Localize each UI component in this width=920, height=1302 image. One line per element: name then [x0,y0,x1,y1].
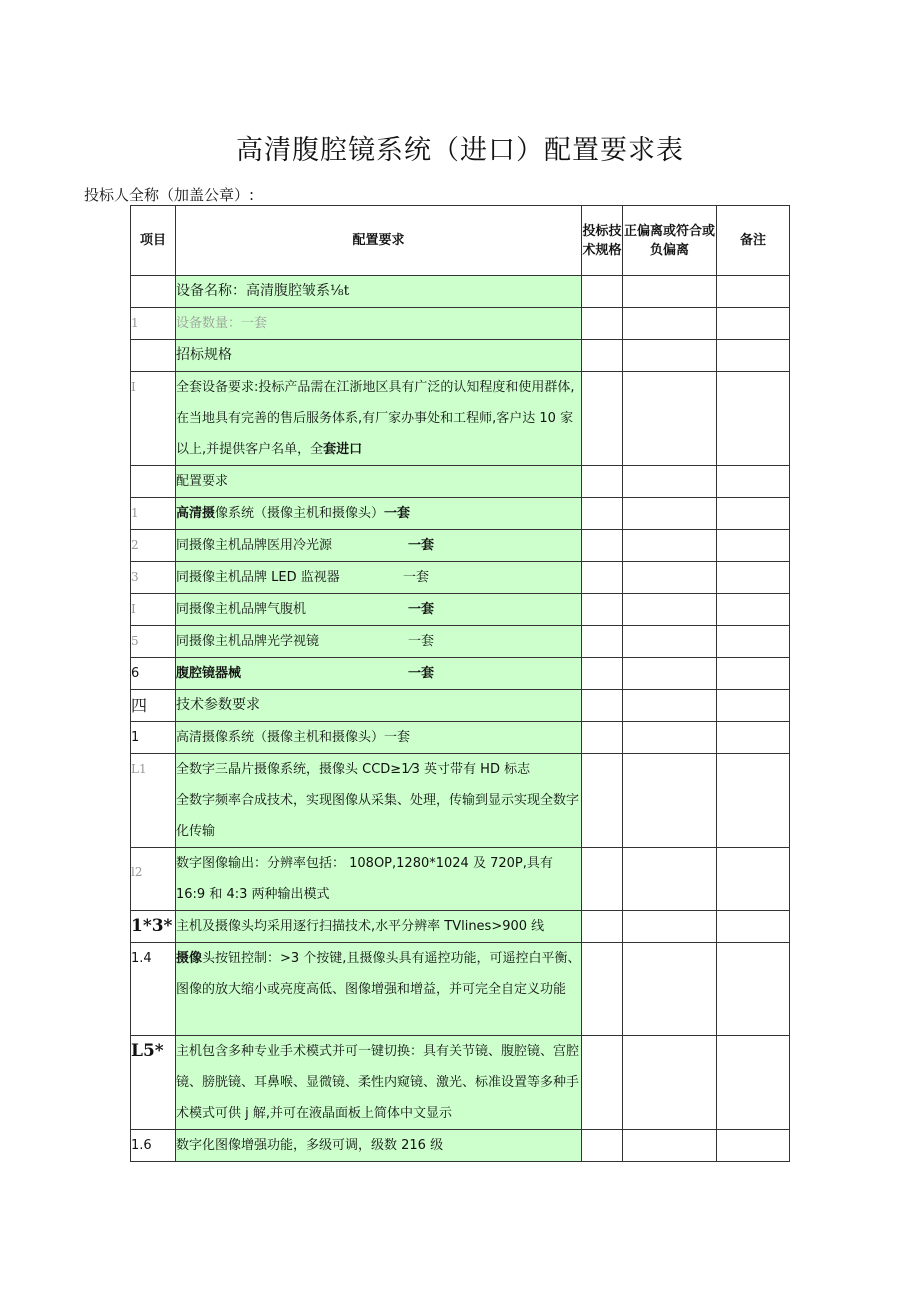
config-table [130,205,790,1162]
requirement-text: 全套设备要求:投标产品需在江浙地区具有广泛的认知程度和使用群体,在当地具有完善的售后服务体系,有厂家办事处和工程师,客户达 10 家以上,并提供客户名单，全 [176,380,575,457]
row-deviation [623,340,717,372]
row-remarks [717,1036,790,1130]
row-remarks [717,276,790,308]
row-remarks [717,848,790,911]
row-deviation [623,690,717,722]
table-row [131,848,790,911]
requirement-text: 同摄像主机品牌 LED 监视器 [176,570,340,585]
row-deviation [623,754,717,848]
row-remarks [717,1130,790,1162]
row-number: 1.6 [131,1130,176,1162]
row-number: I [131,372,176,466]
table-row [131,498,790,530]
row-spec [582,372,623,466]
row-spec [582,722,623,754]
row-remarks [717,943,790,1036]
row-remarks [717,562,790,594]
requirement-qty: 一套 [408,634,435,649]
row-number: 四 [131,690,176,722]
row-requirement: 主机包含多种专业手术模式并可一键切换：具有关节镜、腹腔镜、宫腔镜、膀胱镜、耳鼻喉、显微镜、柔性内窥镜、激光、标准设置等多种手术模式可供 j 解,并可在液晶面板上简体中文显示 [176,1036,582,1130]
requirement-bold: 套进口 [323,442,363,457]
table-header-row [131,206,790,276]
requirement-bold: 摄像 [176,951,203,966]
row-remarks [717,626,790,658]
table-row [131,372,790,466]
row-number: 1 [131,498,176,530]
row-deviation [623,1036,717,1130]
row-spec [582,658,623,690]
header-deviation: 正偏离或符合或负偏离 [623,206,717,276]
requirement-text: 同摄像主机品牌医用冷光源 [176,538,333,553]
row-number: 1 [131,308,176,340]
table-row [131,594,790,626]
row-number: 1 [131,722,176,754]
row-requirement: 设备名称：高清腹腔皱系⅛t [176,276,582,308]
row-deviation [623,1130,717,1162]
header-spec: 投标技术规格 [582,206,623,276]
row-requirement: 设备数量：一套 [176,308,582,340]
requirement-text: 摄 [202,506,216,521]
row-spec [582,1130,623,1162]
row-deviation [623,530,717,562]
row-deviation [623,722,717,754]
table-row [131,276,790,308]
row-requirement: 数字图像输出：分辨率包括： 108OP,1280*1024 及 720P,具有 16:9 和 4:3 两种输出模式 [176,848,582,911]
row-spec [582,466,623,498]
table-row [131,690,790,722]
row-spec [582,848,623,911]
row-deviation [623,466,717,498]
row-remarks [717,754,790,848]
row-deviation [623,626,717,658]
row-number: 1*3* [131,911,176,943]
row-deviation [623,308,717,340]
row-remarks [717,308,790,340]
header-item: 项目 [131,206,176,276]
row-spec [582,943,623,1036]
row-requirement: 主机及摄像头均采用逐行扫描技术,水平分辨率 TVlines>900 线 [176,911,582,943]
row-requirement: 高清摄像系统（摄像主机和摄像头）一套 [176,722,582,754]
row-requirement: 数字化图像增强功能，多级可调，级数 216 级 [176,1130,582,1162]
row-spec [582,340,623,372]
table-row [131,530,790,562]
row-deviation [623,943,717,1036]
table-row [131,658,790,690]
requirement-text: 同摄像主机品牌气腹机 [176,602,307,617]
requirement-qty: 一套 [384,506,411,521]
row-number: 3 [131,562,176,594]
row-number [131,466,176,498]
row-deviation [623,848,717,911]
row-remarks [717,530,790,562]
row-remarks [717,372,790,466]
row-spec [582,562,623,594]
row-deviation [623,498,717,530]
table-row [131,722,790,754]
row-requirement: 招标规格 [176,340,582,372]
row-requirement [176,658,582,690]
row-remarks [717,658,790,690]
table-row [131,1036,790,1130]
table-row [131,626,790,658]
row-number: 1.4 [131,943,176,1036]
row-requirement [176,754,582,848]
row-spec [582,308,623,340]
table-row [131,466,790,498]
row-requirement: 技术参数要求 [176,690,582,722]
requirement-qty: 一套 [408,602,435,617]
row-number [131,276,176,308]
row-deviation [623,372,717,466]
row-spec [582,498,623,530]
row-spec [582,1036,623,1130]
row-requirement [176,626,582,658]
row-spec [582,754,623,848]
table-row [131,754,790,848]
requirement-text: 像系统（摄像主机和摄像头） [215,506,385,521]
row-remarks [717,498,790,530]
requirement-line: 全数字三晶片摄像系统，摄像头 CCD≥1⁄3 英寸带有 HD 标志 [176,762,531,777]
row-number: I [131,594,176,626]
row-remarks [717,466,790,498]
row-requirement: 配置要求 [176,466,582,498]
requirement-text: 同摄像主机品牌光学视镜 [176,634,320,649]
row-remarks [717,722,790,754]
header-requirement: 配置要求 [176,206,582,276]
row-deviation [623,562,717,594]
requirement-qty: 一套 [408,666,435,681]
table-row [131,340,790,372]
row-deviation [623,594,717,626]
row-requirement [176,943,582,1036]
requirement-qty: 一套 [403,570,430,585]
row-number: l2 [131,848,176,911]
table-row [131,911,790,943]
row-deviation [623,911,717,943]
row-number: L1 [131,754,176,848]
row-spec [582,530,623,562]
row-spec [582,690,623,722]
requirement-line: 全数字频率合成技术，实现图像从采集、处理，传输到显示实现全数字化传输 [176,793,580,839]
row-number: 5 [131,626,176,658]
row-requirement [176,498,582,530]
header-remarks: 备注 [717,206,790,276]
table-row [131,562,790,594]
row-remarks [717,690,790,722]
row-requirement [176,594,582,626]
row-spec [582,911,623,943]
table-row [131,943,790,1036]
row-remarks [717,340,790,372]
row-number: 2 [131,530,176,562]
row-deviation [623,658,717,690]
requirement-text: 腹腔镜器械 [176,666,242,681]
table-row [131,1130,790,1162]
requirement-text: 高清 [176,506,203,521]
requirement-text: 头按钮控制：>3 个按键,且摄像头具有遥控功能，可遥控白平衡、图像的放大缩小或亮度高低、图像增强和增益，并可完全自定义功能 [176,951,581,997]
row-number: L5* [131,1036,176,1130]
row-remarks [717,594,790,626]
row-number [131,340,176,372]
requirement-qty: 一套 [408,538,435,553]
row-requirement [176,562,582,594]
row-remarks [717,911,790,943]
row-requirement [176,372,582,466]
row-spec [582,626,623,658]
row-number: 6 [131,658,176,690]
row-spec [582,594,623,626]
table-row [131,308,790,340]
bidder-label: 投标人全称（加盖公章）: [84,186,255,204]
row-spec [582,276,623,308]
row-deviation [623,276,717,308]
row-requirement [176,530,582,562]
page-title: 高清腹腔镜系统（进口）配置要求表 [236,135,684,166]
